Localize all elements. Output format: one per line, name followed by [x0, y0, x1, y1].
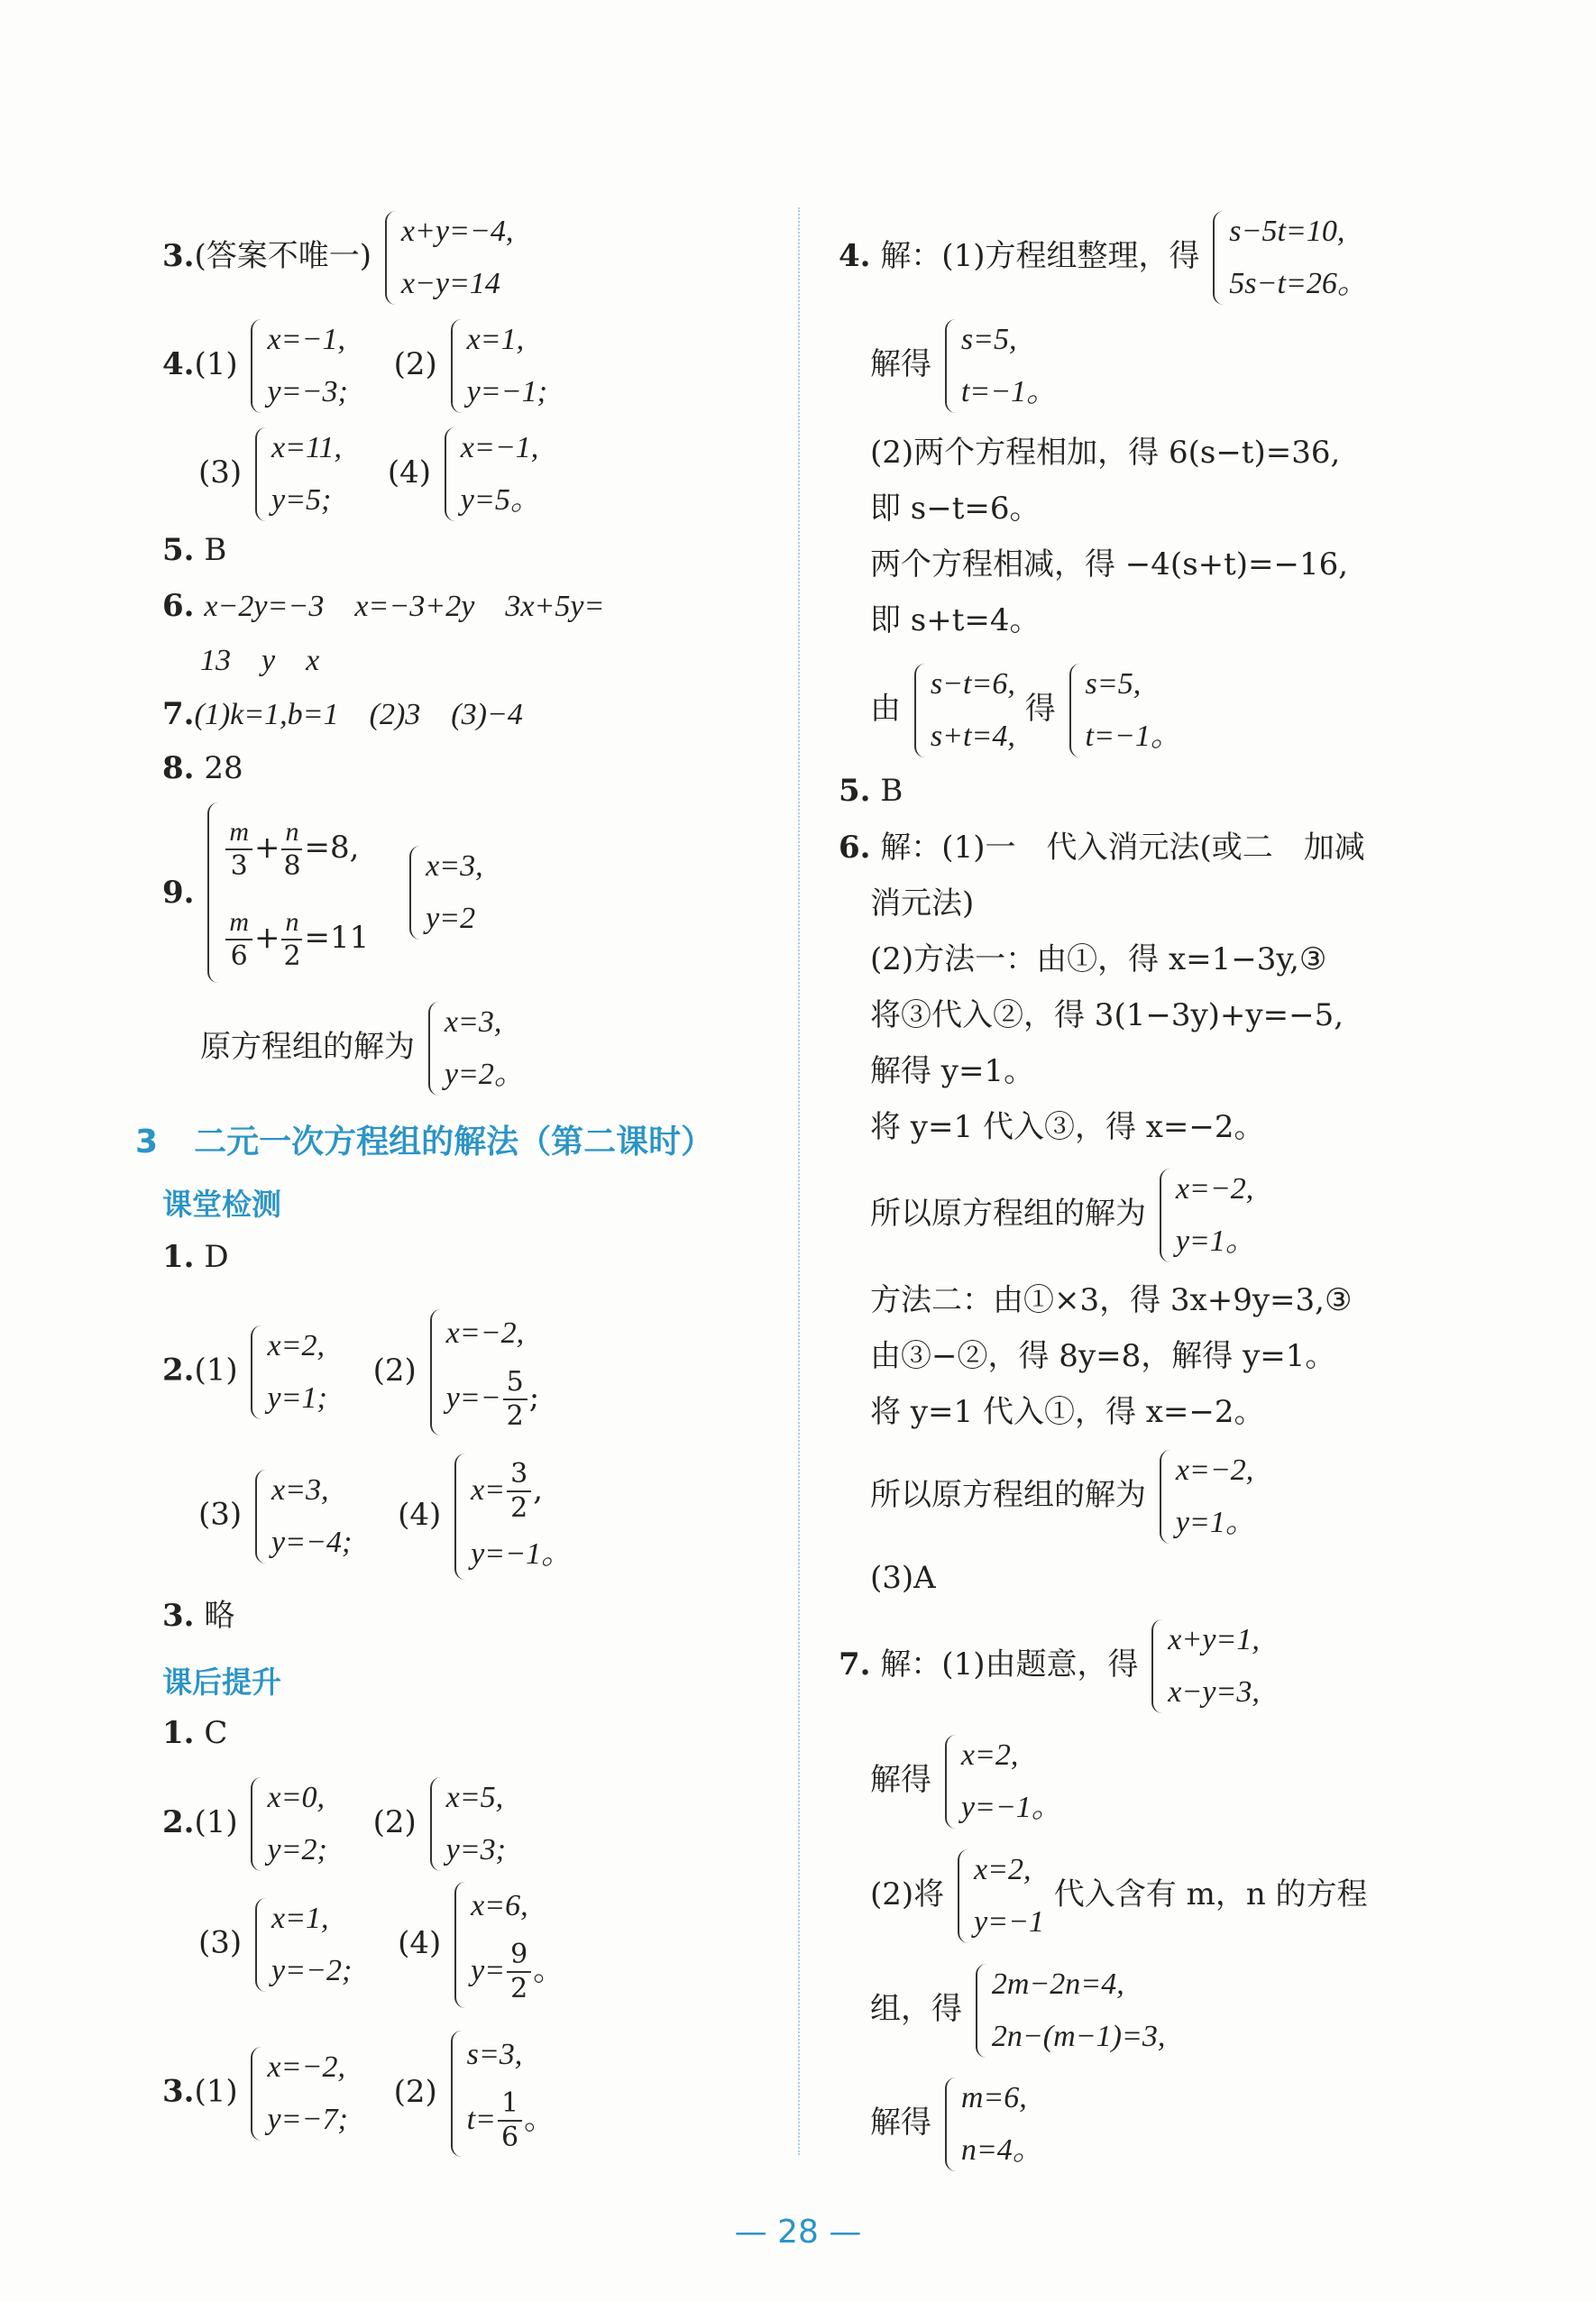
page-number: — 28 — — [734, 2214, 862, 2251]
equation-system: x= $\frac{3}{2}$ , y=−1。 — [451, 1452, 572, 1581]
equation-system: x=1, y=−2; — [252, 1893, 352, 1997]
method-line: 方法二：由①×3，得 3x+9y=3,③ — [870, 1282, 1353, 1318]
answer-6-right-line-2: 消元法) — [870, 885, 975, 922]
answer-7-system: 组，得 2m−2n=4, 2n−(m−1)=3, — [870, 1958, 1165, 2063]
method-line: 将③代入②，得 3(1−3y)+y=−5, — [870, 997, 1344, 1033]
subsection-after-class: 课后提升 — [162, 1665, 281, 1700]
after-answer-1: 1. C — [162, 1715, 228, 1751]
method-line: 将 y=1 代入①，得 x=−2。 — [870, 1394, 1265, 1430]
answer-7: 7.(1)k=1,b=1 (2)3 (3)−4 — [162, 696, 523, 732]
equation-system: m=6, n=4。 — [941, 2072, 1043, 2177]
check-answer-2-part-b: (3) x=3, y=−4; (4) x= $\frac{3}{2}$ , y=−1。 — [198, 1452, 572, 1581]
method-one-solution: 所以原方程组的解为 x=−2, y=1。 — [870, 1163, 1256, 1268]
answer-4-part-a: 4.(1) x=−1, y=−3; (2) x=1, y=−1; — [162, 314, 547, 418]
equation-system: x=−1, y=5。 — [441, 422, 541, 527]
equation-system: x+y=−4, x−y=14 — [381, 206, 514, 310]
equation-system: x=5, y=3; — [427, 1772, 506, 1876]
subsection-classroom-check: 课堂检测 — [162, 1187, 281, 1222]
answer-9: 9. $\frac{m}{3}$ + $\frac{n}{8}$ =8, $\frac{m}{6}$ + $\frac{n}{2}$ =11 x=3, y=2 — [162, 802, 483, 983]
equation-system: x=6, y= $\frac{9}{2}$ 。 — [451, 1880, 564, 2009]
answer-7-right: 7. 解：(1)由题意，得 x+y=1, x−y=3, — [839, 1614, 1260, 1719]
step-line: 即 s−t=6。 — [870, 491, 1041, 527]
equation-system: x=−2, y=− $\frac{5}{2}$ ; — [427, 1307, 540, 1436]
step-line: 即 s+t=4。 — [870, 602, 1041, 638]
answer-5: 5. B — [162, 532, 227, 568]
answer-4-right-solution: 解得 s=5, t=−1。 — [870, 314, 1057, 418]
equation-system: x=0, y=2; — [247, 1772, 326, 1876]
equation-system: x=3, y=−4; — [252, 1464, 352, 1569]
equation-system: x=3, y=2。 — [425, 996, 525, 1101]
method-line: 解得 y=1。 — [870, 1053, 1035, 1089]
answer-6-line-2: 13 y x — [200, 644, 320, 677]
equation-system: 2m−2n=4, 2n−(m−1)=3, — [972, 1958, 1166, 2063]
answer-3: 3.(答案不唯一) x+y=−4, x−y=14 — [162, 206, 513, 310]
equation-system: s=5, t=−1。 — [941, 314, 1057, 418]
equation-system: x+y=1, x−y=3, — [1148, 1614, 1260, 1719]
after-answer-3: 3.(1) x=−2, y=−7; (2) s=3, t= $\frac{1}{6}$ 。 — [162, 2029, 555, 2158]
equation-system: x=−2, y=1。 — [1156, 1163, 1256, 1268]
equation-system: s−5t=10, 5s−t=26。 — [1209, 206, 1368, 310]
answer-7-solution: 解得 x=2, y=−1。 — [870, 1729, 1062, 1834]
answer-4-right: 4. 解：(1)方程组整理，得 s−5t=10, 5s−t=26。 — [839, 206, 1368, 310]
answer-6-line-1: 6. x−2y=−3 x=−3+2y 3x+5y= — [162, 588, 605, 624]
equation-system: x=1, y=−1; — [447, 314, 547, 418]
check-answer-1: 1. D — [162, 1239, 229, 1275]
equation-system: $\frac{m}{3}$ + $\frac{n}{8}$ =8, $\frac{m}{6}$ + $\frac{n}{2}$ =11 — [204, 802, 369, 983]
equation-system: x=11, y=5; — [252, 422, 342, 527]
equation-system: s=5, t=−1。 — [1066, 658, 1181, 763]
equation-system: x=2, y=1; — [247, 1320, 326, 1425]
column-divider — [798, 207, 800, 2155]
equation-system: x=−2, y=1。 — [1156, 1444, 1256, 1549]
answer-7-final: 解得 m=6, n=4。 — [870, 2072, 1043, 2177]
after-answer-2-part-b: (3) x=1, y=−2; (4) x=6, y= $\frac{9}{2}$ 。 — [198, 1880, 564, 2009]
equation-system: x=2, y=−1 — [954, 1844, 1044, 1949]
method-two-solution: 所以原方程组的解为 x=−2, y=1。 — [870, 1444, 1256, 1549]
equation-system: x=−2, y=−7; — [247, 2041, 347, 2146]
equation-system: s−t=6, s+t=4, — [911, 658, 1015, 763]
equation-system: x=−1, y=−3; — [247, 314, 347, 418]
method-line: 由③−②，得 8y=8，解得 y=1。 — [870, 1338, 1336, 1374]
step-from-system: 由 s−t=6, s+t=4, 得 s=5, t=−1。 — [870, 658, 1181, 763]
equation-system: s=3, t= $\frac{1}{6}$ 。 — [447, 2029, 555, 2158]
check-answer-2-part-a: 2.(1) x=2, y=1; (2) x=−2, y=− $\frac{5}{2}$ ; — [162, 1307, 539, 1436]
equation-system: x=3, y=2 — [406, 840, 483, 945]
step-line: 两个方程相减，得 −4(s+t)=−16, — [870, 546, 1349, 582]
method-line: 将 y=1 代入③，得 x=−2。 — [870, 1109, 1265, 1145]
method-line: (3)A — [870, 1560, 936, 1596]
after-answer-2-part-a: 2.(1) x=0, y=2; (2) x=5, y=3; — [162, 1772, 506, 1876]
equation-system: x=2, y=−1。 — [941, 1729, 1062, 1834]
answer-4-part-b: (3) x=11, y=5; (4) x=−1, y=5。 — [198, 422, 541, 527]
answer-7-part-2: (2)将 x=2, y=−1 代入含有 m，n 的方程 — [870, 1844, 1368, 1949]
answer-9-solution: 原方程组的解为 x=3, y=2。 — [200, 996, 525, 1101]
check-answer-3: 3. 略 — [162, 1598, 235, 1634]
answer-6-right-line-1: 6. 解：(1)一 代入消元法(或二 加减 — [839, 830, 1365, 866]
step-line: (2)两个方程相加，得 6(s−t)=36, — [870, 435, 1341, 471]
method-line: (2)方法一：由①，得 x=1−3y,③ — [870, 941, 1327, 977]
answer-5-right: 5. B — [839, 773, 903, 809]
section-title: 3 二元一次方程组的解法（第二课时） — [135, 1123, 714, 1160]
answer-8: 8. 28 — [162, 750, 243, 786]
